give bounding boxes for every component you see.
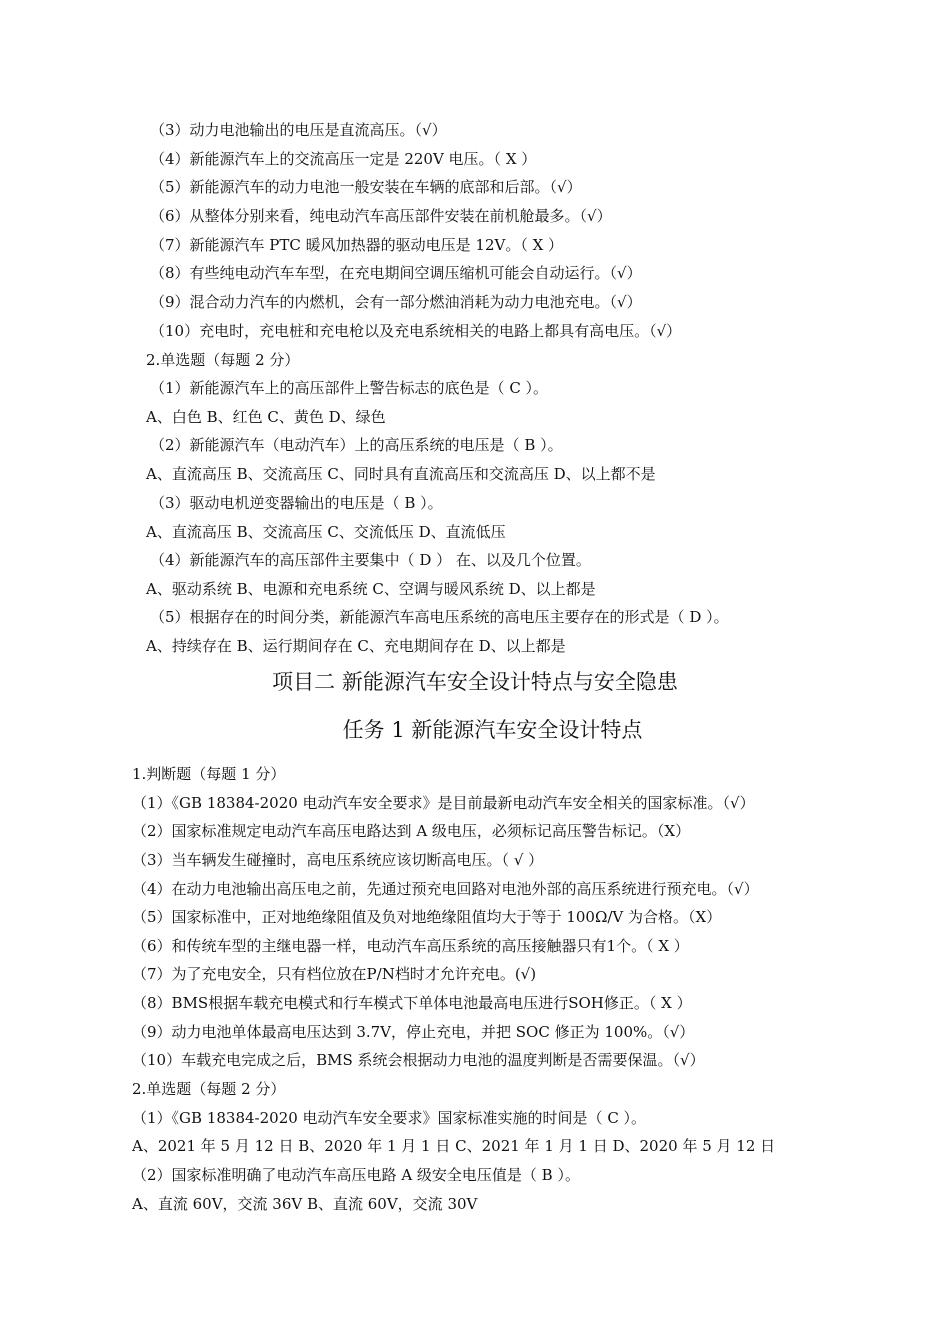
tf2-item-4: （4）在动力电池输出高压电之前，先通过预充电回路对电池外部的高压系统进行预充电。（√） bbox=[132, 880, 759, 898]
project-heading: 项目二 新能源汽车安全设计特点与安全隐患 bbox=[272, 670, 678, 694]
tf-item-6: （6）从整体分别来看，纯电动汽车高压部件安装在前机舱最多。（√） bbox=[150, 207, 612, 225]
tf2-item-2: （2）国家标准规定电动汽车高压电路达到 A 级电压，必须标记高压警告标记。（X） bbox=[132, 822, 691, 840]
mc-question-3: （3）驱动电机逆变器输出的电压是（ B ）。 bbox=[150, 494, 443, 512]
tf2-item-7: （7）为了充电安全，只有档位放在P/N档时才允许充电。(√) bbox=[132, 965, 537, 983]
mc2-options-1: A、2021 年 5 月 12 日 B、2020 年 1 月 1 日 C、2021 年 1 月 1 日 D、2020 年 5 月 12 日 bbox=[132, 1137, 776, 1155]
tf2-item-8: （8）BMS根据车载充电模式和行车模式下单体电池最高电压进行SOH修正。（ X ） bbox=[132, 994, 692, 1012]
mc2-question-2: （2）国家标准明确了电动汽车高压电路 A 级安全电压值是（ B ）。 bbox=[132, 1166, 580, 1184]
tf2-item-6: （6）和传统车型的主继电器一样，电动汽车高压系统的高压接触器只有1个。（ X ） bbox=[132, 937, 689, 955]
mc-options-4: A、驱动系统 B、电源和充电系统 C、空调与暖风系统 D、以上都是 bbox=[146, 580, 596, 598]
mc-options-5: A、持续存在 B、运行期间存在 C、充电期间存在 D、以上都是 bbox=[146, 637, 566, 655]
mc-question-4: （4）新能源汽车的高压部件主要集中（ D ） 在、以及几个位置。 bbox=[150, 551, 591, 569]
tf2-item-10: （10）车载充电完成之后，BMS 系统会根据动力电池的温度判断是否需要保温。（√） bbox=[132, 1051, 705, 1069]
tf2-item-3: （3）当车辆发生碰撞时，高电压系统应该切断高电压。（ √ ） bbox=[132, 851, 544, 869]
task-heading: 任务 1 新能源汽车安全设计特点 bbox=[342, 718, 643, 742]
mc-options-1: A、白色 B、红色 C、黄色 D、绿色 bbox=[146, 408, 386, 426]
tf-item-10: （10）充电时，充电桩和充电枪以及充电系统相关的电路上都具有高电压。（√） bbox=[150, 322, 682, 340]
tf-item-7: （7）新能源汽车 PTC 暖风加热器的驱动电压是 12V。（ X ） bbox=[150, 236, 564, 254]
mc-options-3: A、直流高压 B、交流高压 C、交流低压 D、直流低压 bbox=[146, 523, 506, 541]
mc2-question-1: （1）《GB 18384-2020 电动汽车安全要求》国家标准实施的时间是（ C ）。 bbox=[132, 1109, 647, 1127]
tf2-item-9: （9）动力电池单体最高电压达到 3.7V，停止充电，并把 SOC 修正为 100%。（√） bbox=[132, 1023, 695, 1041]
tf2-item-1: （1）《GB 18384-2020 电动汽车安全要求》是目前最新电动汽车安全相关的国家标准。（√） bbox=[132, 794, 755, 812]
section-heading-mc2: 2.单选题（每题 2 分） bbox=[132, 1080, 286, 1098]
section-heading-mc: 2.单选题（每题 2 分） bbox=[146, 351, 300, 369]
tf-item-5: （5）新能源汽车的动力电池一般安装在车辆的底部和后部。（√） bbox=[150, 178, 582, 196]
mc-options-2: A、直流高压 B、交流高压 C、同时具有直流高压和交流高压 D、以上都不是 bbox=[146, 465, 656, 483]
tf2-item-5: （5）国家标准中，正对地绝缘阻值及负对地绝缘阻值均大于等于 100Ω/V 为合格。（X） bbox=[132, 908, 722, 926]
tf-item-4: （4）新能源汽车上的交流高压一定是 220V 电压。（ X ） bbox=[150, 150, 537, 168]
mc-question-2: （2）新能源汽车（电动汽车）上的高压系统的电压是（ B ）。 bbox=[150, 436, 563, 454]
tf-item-9: （9）混合动力汽车的内燃机，会有一部分燃油消耗为动力电池充电。（√） bbox=[150, 293, 642, 311]
mc-question-5: （5）根据存在的时间分类，新能源汽车高电压系统的高电压主要存在的形式是（ D ）。 bbox=[150, 608, 729, 626]
section-heading-tf: 1.判断题（每题 1 分） bbox=[132, 765, 286, 783]
mc2-options-2: A、直流 60V，交流 36V B、直流 60V，交流 30V bbox=[132, 1195, 478, 1213]
tf-item-3: （3）动力电池输出的电压是直流高压。（√） bbox=[150, 121, 447, 139]
tf-item-8: （8）有些纯电动汽车车型，在充电期间空调压缩机可能会自动运行。（√） bbox=[150, 264, 642, 282]
mc-question-1: （1）新能源汽车上的高压部件上警告标志的底色是（ C ）。 bbox=[150, 379, 549, 397]
